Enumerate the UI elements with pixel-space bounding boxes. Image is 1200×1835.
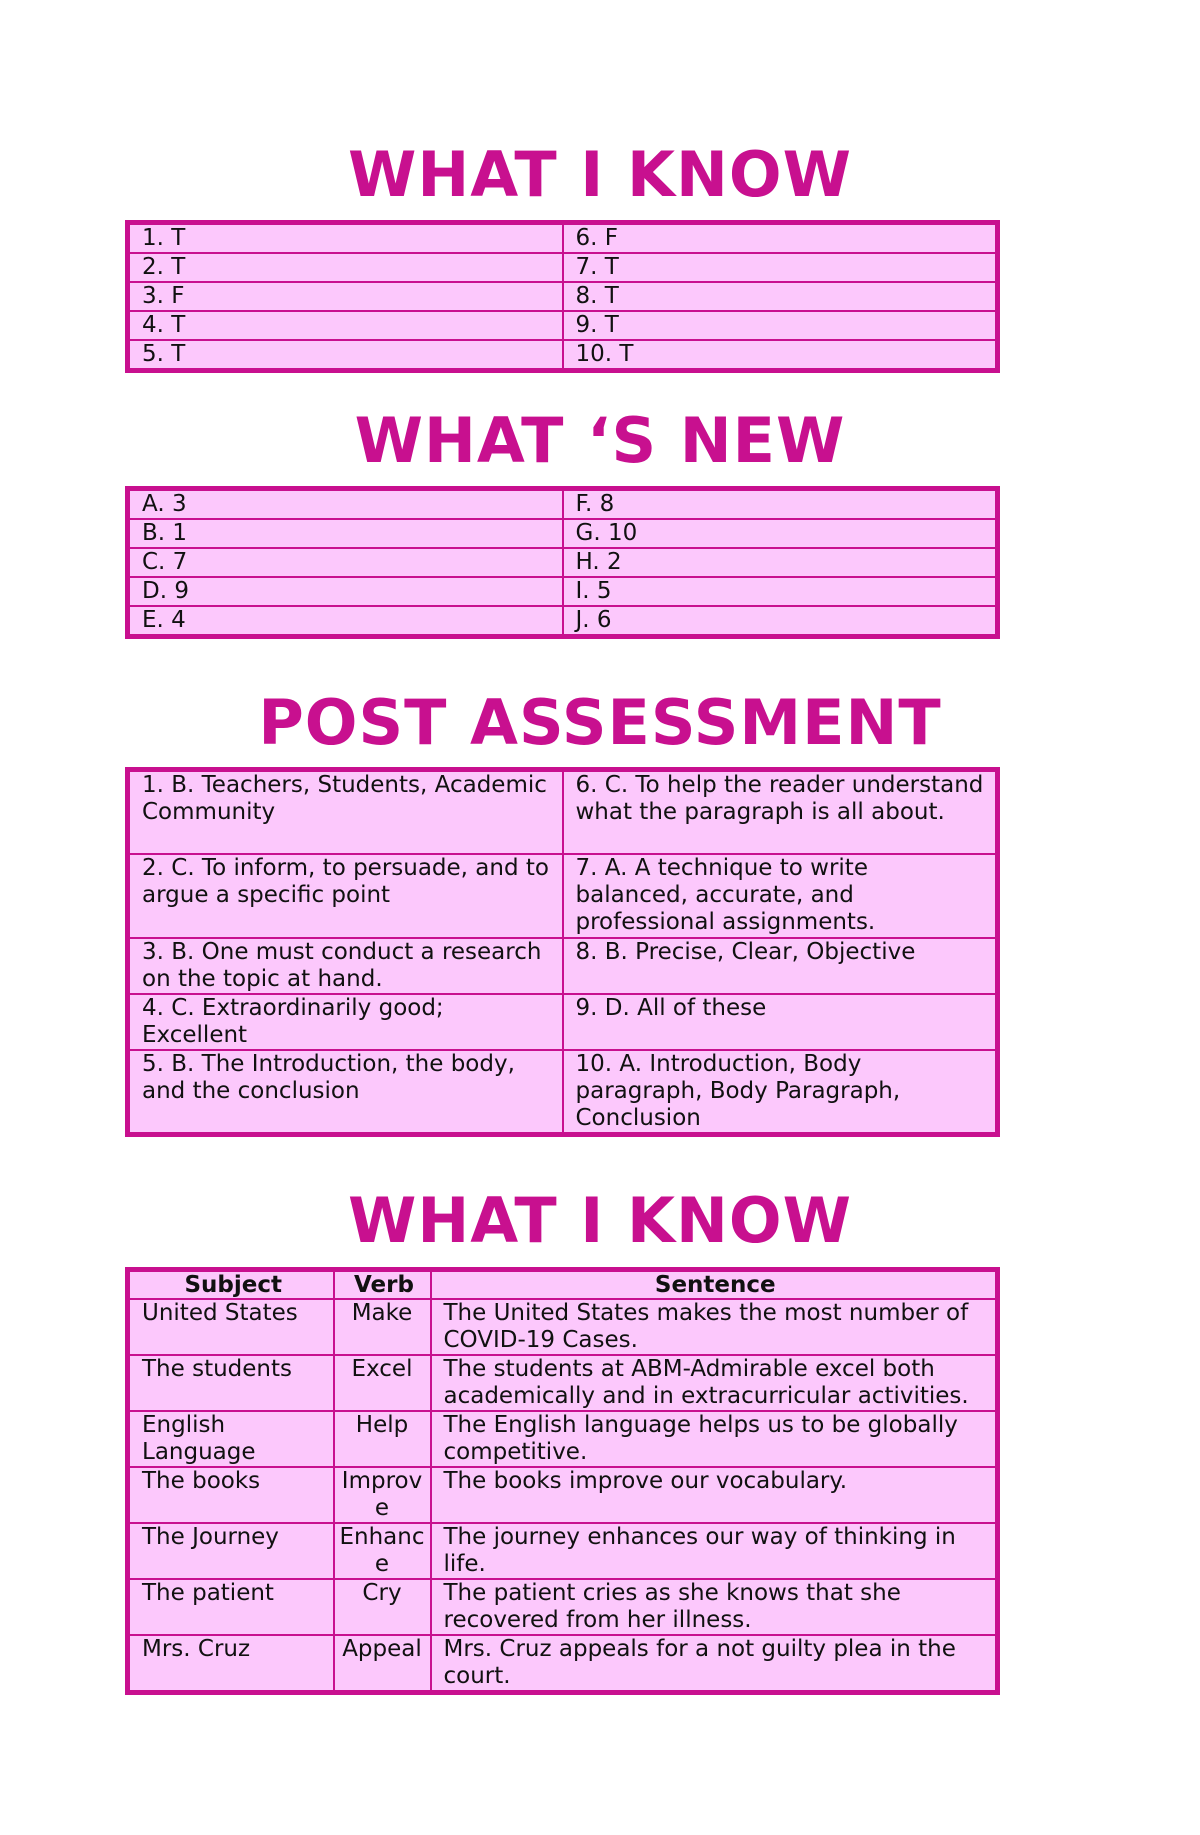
table-row <box>128 519 998 548</box>
post-assessment-table <box>125 767 1000 1137</box>
sentence-cell: Mrs. Cruz appeals for a not guilty plea in the court. <box>431 1635 998 1693</box>
answer-cell: 10. A. Introduction, Body paragraph, Body Paragraph, Conclusion <box>563 1050 998 1135</box>
what-i-know-heading: WHAT I KNOW <box>347 138 852 211</box>
answer-cell: 6. C. To help the reader understand what the paragraph is all about. <box>563 770 998 854</box>
answer-cell: F. 8 <box>563 489 998 520</box>
answer-cell: 4. T <box>128 311 563 340</box>
answer-cell: E. 4 <box>128 606 563 637</box>
table-row <box>128 854 998 938</box>
answer-cell: 8. T <box>563 282 998 311</box>
table-row <box>128 282 998 311</box>
whats-new-heading: WHAT ‘S NEW <box>354 404 846 477</box>
answer-cell: 9. T <box>563 311 998 340</box>
table-row <box>128 1523 998 1579</box>
answer-cell: J. 6 <box>563 606 998 637</box>
answer-cell: 1. B. Teachers, Students, Academic Community <box>128 770 563 854</box>
subject-verb-table <box>125 1267 1000 1695</box>
answer-cell: B. 1 <box>128 519 563 548</box>
answer-cell: 8. B. Precise, Clear, Objective <box>563 938 998 994</box>
sentence-cell: The United States makes the most number of COVID-19 Cases. <box>431 1299 998 1355</box>
answer-cell: 9. D. All of these <box>563 994 998 1050</box>
answer-cell: 7. A. A technique to write balanced, accurate, and professional assignments. <box>563 854 998 938</box>
table-header-row <box>128 1270 998 1300</box>
table-row <box>128 489 998 520</box>
verb-cell: Excel <box>334 1355 431 1411</box>
table-row <box>128 311 998 340</box>
answer-cell: A. 3 <box>128 489 563 520</box>
verb-cell: Help <box>334 1411 431 1467</box>
table-row <box>128 253 998 282</box>
answer-cell: G. 10 <box>563 519 998 548</box>
answer-cell: I. 5 <box>563 577 998 606</box>
table-row <box>128 1635 998 1693</box>
answer-cell: 6. F <box>563 223 998 254</box>
subject-cell: The books <box>128 1467 334 1523</box>
answer-cell: C. 7 <box>128 548 563 577</box>
subject-cell: The patient <box>128 1579 334 1635</box>
table-row <box>128 1579 998 1635</box>
verb-column-header: Verb <box>334 1270 431 1300</box>
subject-cell: English Language <box>128 1411 334 1467</box>
answer-cell: 2. C. To inform, to persuade, and to argue a specific point <box>128 854 563 938</box>
answer-cell: 5. T <box>128 340 563 371</box>
answer-cell: 3. B. One must conduct a research on the topic at hand. <box>128 938 563 994</box>
verb-cell: Make <box>334 1299 431 1355</box>
sentence-cell: The journey enhances our way of thinking in life. <box>431 1523 998 1579</box>
table-row <box>128 577 998 606</box>
subject-cell: United States <box>128 1299 334 1355</box>
subject-column-header: Subject <box>128 1270 334 1300</box>
table-row <box>128 606 998 637</box>
verb-cell: Improve <box>334 1467 431 1523</box>
table-row <box>128 938 998 994</box>
table-row <box>128 1299 998 1355</box>
answer-cell: 1. T <box>128 223 563 254</box>
answer-cell: 10. T <box>563 340 998 371</box>
verb-cell: Cry <box>334 1579 431 1635</box>
sentence-column-header: Sentence <box>431 1270 998 1300</box>
answer-cell: H. 2 <box>563 548 998 577</box>
whats-new-table <box>125 486 1000 639</box>
sentence-cell: The English language helps us to be globally competitive. <box>431 1411 998 1467</box>
post-assessment-heading: POST ASSESSMENT <box>258 686 942 759</box>
answer-cell: 7. T <box>563 253 998 282</box>
table-row <box>128 1467 998 1523</box>
verb-cell: Appeal <box>334 1635 431 1693</box>
what-i-know-heading-2: WHAT I KNOW <box>347 1184 852 1257</box>
answer-cell: 3. F <box>128 282 563 311</box>
sentence-cell: The books improve our vocabulary. <box>431 1467 998 1523</box>
table-row <box>128 340 998 371</box>
table-row <box>128 1355 998 1411</box>
answer-cell: 5. B. The Introduction, the body, and the conclusion <box>128 1050 563 1135</box>
answer-cell: 2. T <box>128 253 563 282</box>
subject-cell: The Journey <box>128 1523 334 1579</box>
table-row <box>128 223 998 254</box>
what-i-know-table <box>125 220 1000 373</box>
subject-cell: The students <box>128 1355 334 1411</box>
sentence-cell: The patient cries as she knows that she recovered from her illness. <box>431 1579 998 1635</box>
table-row <box>128 548 998 577</box>
table-row <box>128 770 998 854</box>
verb-cell: Enhance <box>334 1523 431 1579</box>
answer-cell: D. 9 <box>128 577 563 606</box>
table-row <box>128 1411 998 1467</box>
subject-cell: Mrs. Cruz <box>128 1635 334 1693</box>
answer-cell: 4. C. Extraordinarily good; Excellent <box>128 994 563 1050</box>
table-row <box>128 1050 998 1135</box>
sentence-cell: The students at ABM-Admirable excel both academically and in extracurricular activities. <box>431 1355 998 1411</box>
table-row <box>128 994 998 1050</box>
